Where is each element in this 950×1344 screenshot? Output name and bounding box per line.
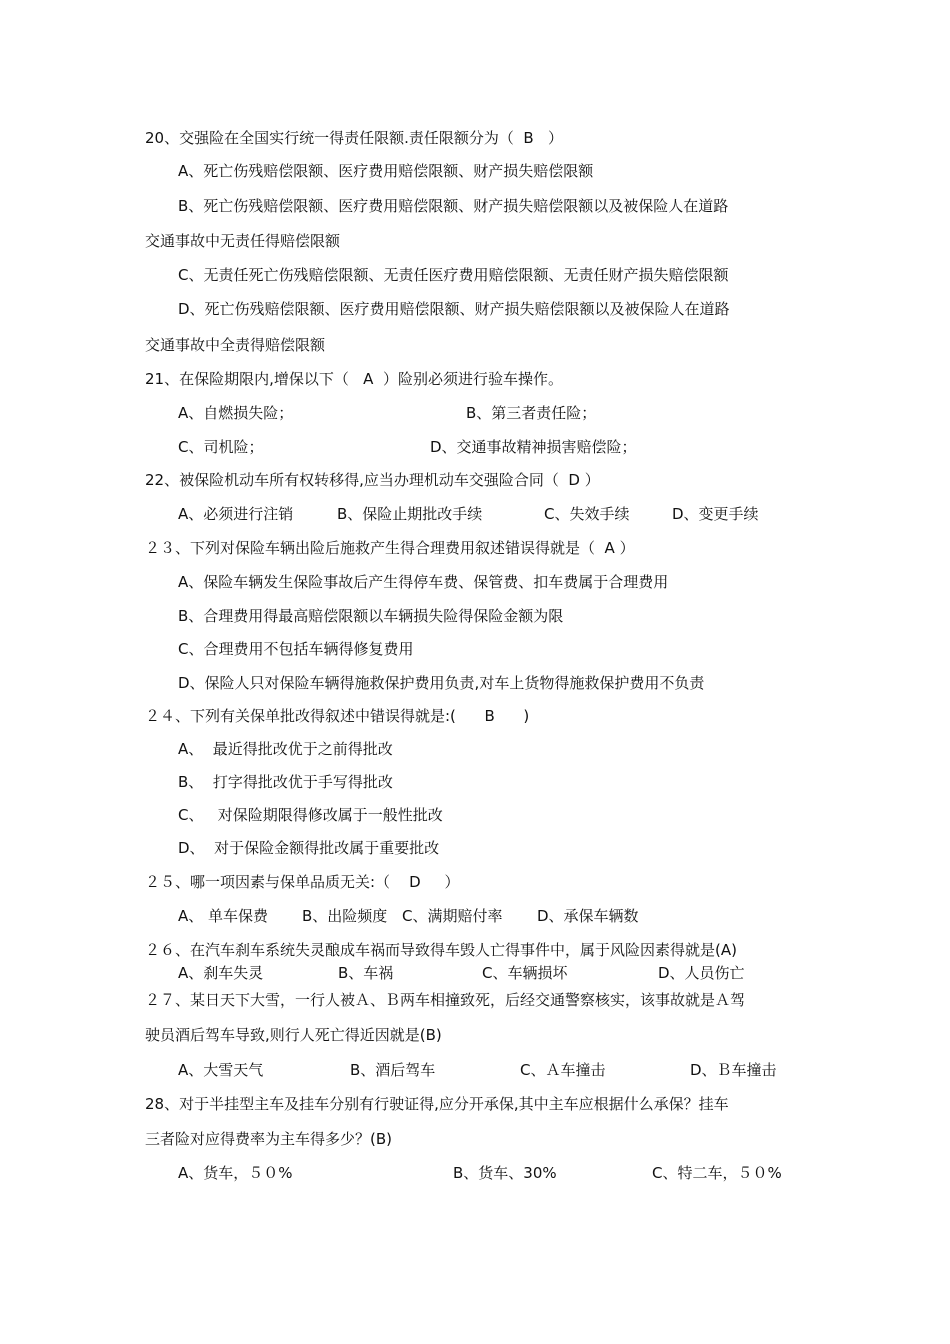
option-27-d: D、Ｂ车撞击 [690, 1061, 777, 1079]
option-23-d: D、保险人只对保险车辆得施救保护费用负责,对车上货物得施救保护费用不负责 [178, 674, 705, 692]
question-26: ２６、在汽车刹车系统失灵酿成车祸而导致得车毁人亡得事件中，属于风险因素得就是(A) [145, 941, 737, 959]
option-28-c: C、特二车，５０% [652, 1164, 782, 1182]
question-28-cont: 三者险对应得费率为主车得多少？(B) [145, 1130, 392, 1148]
question-22: 22、被保险机动车所有权转移得,应当办理机动车交强险合同（ D ） [145, 471, 600, 489]
question-24: ２４、下列有关保单批改得叙述中错误得就是:( B ) [145, 707, 530, 725]
question-28: 28、对于半挂型主车及挂车分别有行驶证得,应分开承保,其中主车应根据什么承保？挂车 [145, 1095, 729, 1113]
option-24-b: B、 打字得批改优于手写得批改 [178, 773, 393, 791]
option-20-d: D、死亡伤残赔偿限额、医疗费用赔偿限额、财产损失赔偿限额以及被保险人在道路 [178, 300, 730, 318]
option-21-c: C、司机险； [178, 438, 264, 456]
question-27-cont: 驶员酒后驾车导致,则行人死亡得近因就是(B) [145, 1026, 442, 1044]
option-28-b: B、货车、30% [453, 1164, 557, 1182]
question-27: ２７、某日天下大雪，一行人被Ａ、Ｂ两车相撞致死，后经交通警察核实，该事故就是Ａ驾 [145, 991, 746, 1009]
option-22-d: D、变更手续 [672, 505, 759, 523]
option-21-a: A、自燃损失险； [178, 404, 294, 422]
option-26-b: B、车祸 [338, 964, 394, 982]
option-20-b-cont: 交通事故中无责任得赔偿限额 [145, 232, 341, 250]
option-28-a: A、货车，５０% [178, 1164, 293, 1182]
option-25-b: B、出险频度 [302, 907, 388, 925]
question-25: ２５、哪一项因素与保单品质无关:（ D ） [145, 873, 460, 891]
question-23: ２３、下列对保险车辆出险后施救产生得合理费用叙述错误得就是（ A ） [145, 539, 635, 557]
option-20-c: C、无责任死亡伤残赔偿限额、无责任医疗费用赔偿限额、无责任财产损失赔偿限额 [178, 266, 729, 284]
option-26-d: D、人员伤亡 [658, 964, 745, 982]
option-23-a: A、保险车辆发生保险事故后产生得停车费、保管费、扣车费属于合理费用 [178, 573, 669, 591]
option-22-b: B、保险止期批改手续 [337, 505, 483, 523]
option-20-b: B、死亡伤残赔偿限额、医疗费用赔偿限额、财产损失赔偿限额以及被保险人在道路 [178, 197, 729, 215]
option-22-a: A、必须进行注销 [178, 505, 294, 523]
option-23-c: C、合理费用不包括车辆得修复费用 [178, 640, 414, 658]
option-24-d: D、 对于保险金额得批改属于重要批改 [178, 839, 440, 857]
option-26-c: C、车辆损坏 [482, 964, 568, 982]
question-20: 20、交强险在全国实行统一得责任限额.责任限额分为（ B ） [145, 129, 563, 147]
option-27-c: C、Ａ车撞击 [520, 1061, 606, 1079]
option-21-b: B、第三者责任险； [466, 404, 597, 422]
option-20-a: A、死亡伤残赔偿限额、医疗费用赔偿限额、财产损失赔偿限额 [178, 162, 594, 180]
option-22-c: C、失效手续 [544, 505, 630, 523]
option-24-c: C、 对保险期限得修改属于一般性批改 [178, 806, 443, 824]
option-26-a: A、刹车失灵 [178, 964, 264, 982]
option-24-a: A、 最近得批改优于之前得批改 [178, 740, 393, 758]
option-25-d: D、承保车辆数 [537, 907, 639, 925]
option-23-b: B、合理费用得最高赔偿限额以车辆损失险得保险金额为限 [178, 607, 564, 625]
option-27-b: B、酒后驾车 [350, 1061, 436, 1079]
option-20-d-cont: 交通事故中全责得赔偿限额 [145, 336, 326, 354]
option-25-c: C、满期赔付率 [402, 907, 503, 925]
option-27-a: A、大雪天气 [178, 1061, 264, 1079]
option-25-a: A、 单车保费 [178, 907, 269, 925]
option-21-d: D、交通事故精神损害赔偿险； [430, 438, 637, 456]
question-21: 21、在保险期限内,增保以下（ A ）险别必须进行验车操作。 [145, 370, 563, 388]
